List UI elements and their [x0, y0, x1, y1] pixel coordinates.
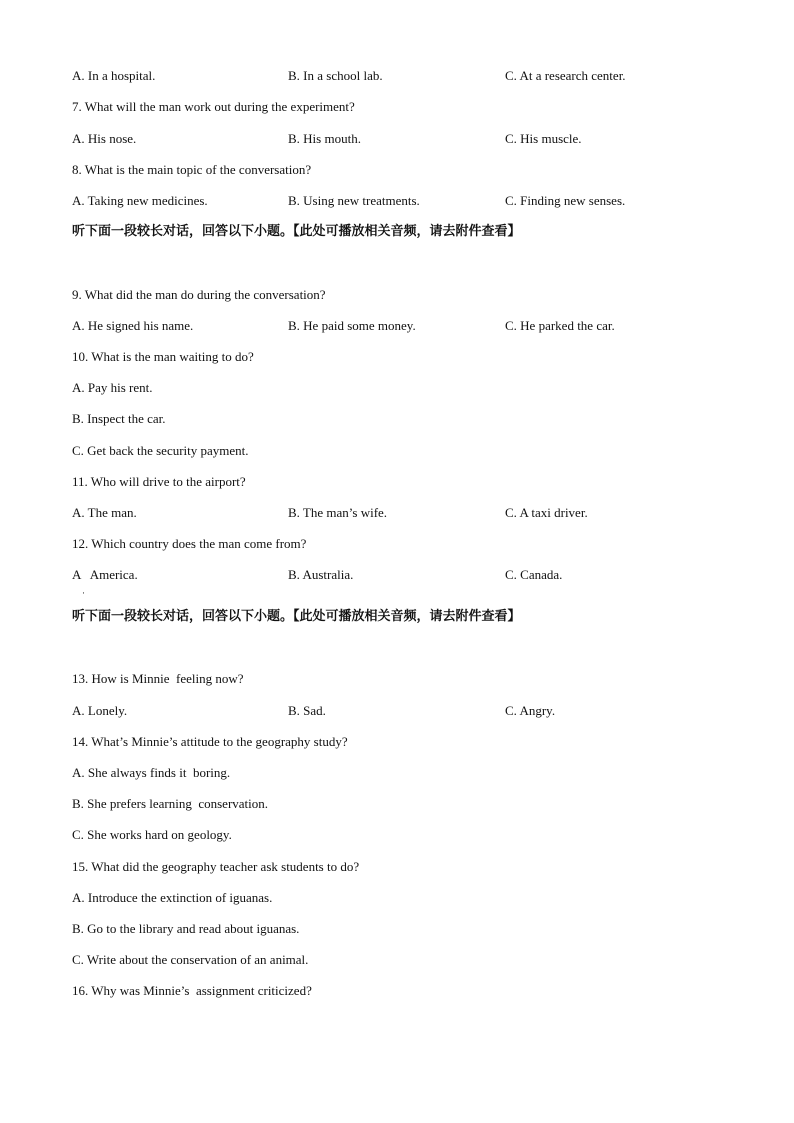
- q11-option-c: C. A taxi driver.: [505, 505, 588, 520]
- q13-option-c: C. Angry.: [505, 703, 556, 718]
- q10-question: 10. What is the man waiting to do?: [72, 349, 254, 364]
- q8-question: 8. What is the main topic of the conversation?: [72, 162, 312, 177]
- q11-option-a: A. The man.: [72, 505, 137, 520]
- q13-option-b: B. Sad.: [288, 703, 326, 718]
- q10-option-a: A. Pay his rent.: [72, 380, 153, 395]
- q10-option-b: B. Inspect the car.: [72, 411, 166, 426]
- q9-option-a: A. He signed his name.: [72, 318, 194, 333]
- q13-question: 13. How is Minnie feeling now?: [72, 671, 244, 686]
- stray-dot-mark: ·: [82, 588, 85, 598]
- q6-option-a: A. In a hospital.: [72, 68, 156, 83]
- q14-option-b: B. She prefers learning conservation.: [72, 796, 269, 811]
- q15-option-b: B. Go to the library and read about iguanas.: [72, 921, 300, 936]
- q7-option-a: A. His nose.: [72, 131, 137, 146]
- q9-option-c: C. He parked the car.: [505, 318, 615, 333]
- q15-option-c: C. Write about the conservation of an animal.: [72, 952, 309, 967]
- q7-option-c: C. His muscle.: [505, 131, 582, 146]
- q15-option-a: A. Introduce the extinction of iguanas.: [72, 890, 273, 905]
- q16-question: 16. Why was Minnie’s assignment criticized?: [72, 983, 312, 998]
- q6-option-c: C. At a research center.: [505, 68, 626, 83]
- q14-option-a: A. She always finds it boring.: [72, 765, 231, 780]
- q12-question: 12. Which country does the man come from?: [72, 536, 307, 551]
- q8-option-a: A. Taking new medicines.: [72, 193, 208, 208]
- q15-question: 15. What did the geography teacher ask students to do?: [72, 859, 360, 874]
- q6-option-b: B. In a school lab.: [288, 68, 383, 83]
- q12-option-a: A America.: [72, 567, 138, 582]
- section-instruction-2: 听下面一段较长对话，回答以下小题。【此处可播放相关音频，请去附件查看】: [72, 609, 521, 624]
- q9-question: 9. What did the man do during the conversation?: [72, 287, 326, 302]
- q9-option-b: B. He paid some money.: [288, 318, 416, 333]
- q12-option-c: C. Canada.: [505, 567, 563, 582]
- q14-option-c: C. She works hard on geology.: [72, 827, 232, 842]
- q7-option-b: B. His mouth.: [288, 131, 361, 146]
- q7-question: 7. What will the man work out during the experiment?: [72, 99, 355, 114]
- q8-option-c: C. Finding new senses.: [505, 193, 626, 208]
- section-instruction-1: 听下面一段较长对话，回答以下小题。【此处可播放相关音频，请去附件查看】: [72, 224, 521, 239]
- q11-option-b: B. The man’s wife.: [288, 505, 388, 520]
- q11-question: 11. Who will drive to the airport?: [72, 474, 246, 489]
- q10-option-c: C. Get back the security payment.: [72, 443, 249, 458]
- q8-option-b: B. Using new treatments.: [288, 193, 420, 208]
- q14-question: 14. What’s Minnie’s attitude to the geography study?: [72, 734, 348, 749]
- q13-option-a: A. Lonely.: [72, 703, 128, 718]
- q12-option-b: B. Australia.: [288, 567, 354, 582]
